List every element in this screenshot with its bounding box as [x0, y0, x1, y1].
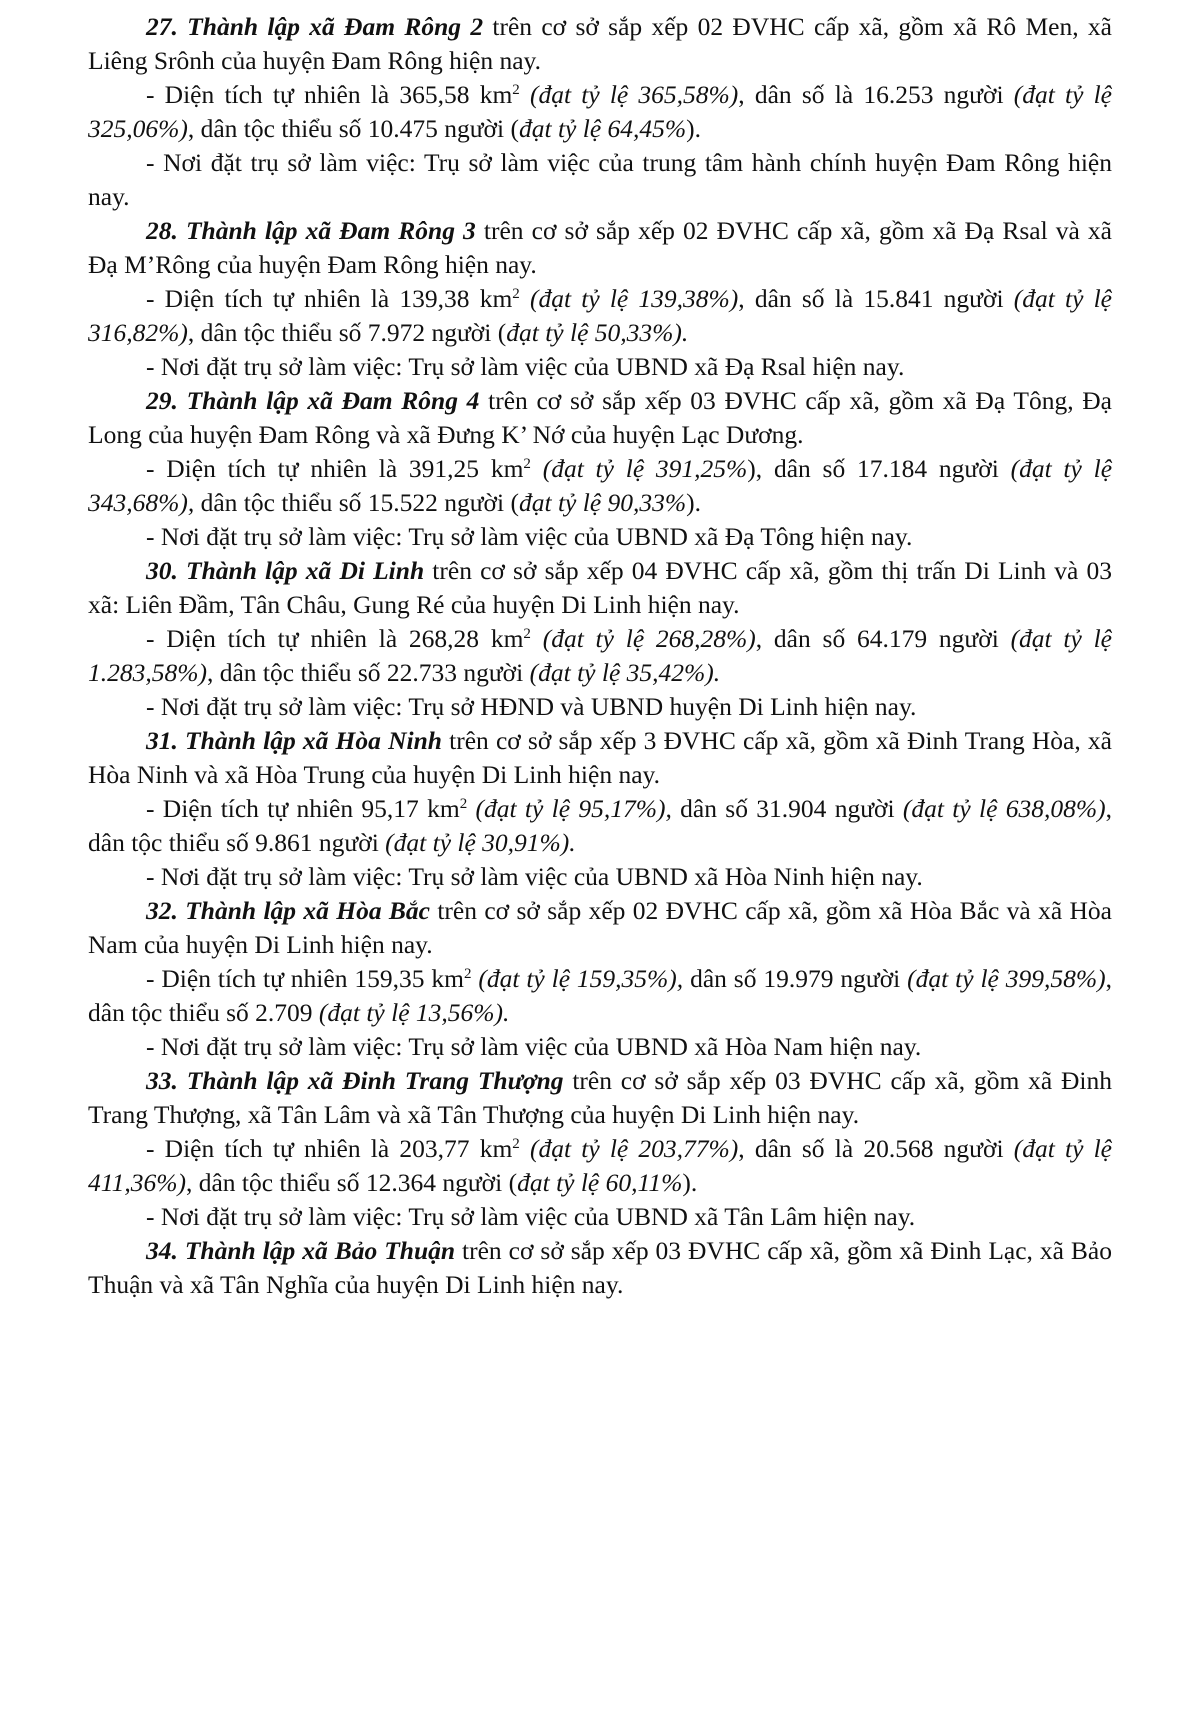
section-title: 28. Thành lập xã Đam Rông 3 [146, 216, 476, 245]
stat-text: ). [682, 1168, 698, 1197]
section-27-stats [88, 78, 1112, 146]
stat-text: - Diện tích tự nhiên là 391,25 km [146, 454, 524, 483]
stat-italic: (đạt tỷ lệ 203,77%) [519, 1134, 739, 1163]
stat-text: , dân số là 20.568 người [738, 1134, 1014, 1163]
stat-italic: (đạt tỷ lệ 13,56%). [318, 998, 510, 1027]
section-title: 33. Thành lập xã Đinh Trang Thượng [146, 1066, 564, 1095]
section-27-office: - Nơi đặt trụ sở làm việc: Trụ sở làm việc của trung tâm hành chính huyện Đam Rông hiện nay. [88, 148, 1112, 211]
section-title: 30. Thành lập xã Di Linh [146, 556, 425, 585]
section-31-heading [88, 724, 1112, 792]
section-intro: trên cơ sở sắp xếp 04 ĐVHC cấp xã, gồm thị trấn Di Linh và 03 xã: Liên Đầm, Tân Châu, Gung Ré của huyện Di Linh hiện nay. [88, 556, 1112, 619]
section-29-office: - Nơi đặt trụ sở làm việc: Trụ sở làm việc của UBND xã Đạ Tông hiện nay. [146, 522, 913, 551]
stat-text: - Diện tích tự nhiên 159,35 km [146, 964, 464, 993]
stat-italic: (đạt tỷ lệ 139,38%) [519, 284, 739, 313]
stat-italic: (đạt tỷ lệ 343,68%), [88, 454, 1113, 517]
section-33-office: - Nơi đặt trụ sở làm việc: Trụ sở làm việc của UBND xã Tân Lâm hiện nay. [146, 1202, 916, 1231]
section-intro: trên cơ sở sắp xếp 02 ĐVHC cấp xã, gồm xã Rô Men, xã Liêng Srônh của huyện Đam Rông hiện nay. [88, 12, 1112, 75]
section-title: 34. Thành lập xã Bảo Thuận [146, 1236, 456, 1265]
stat-italic: (đạt tỷ lệ 411,36%) [88, 1134, 1112, 1197]
section-title: 29. Thành lập xã Đam Rông 4 [146, 386, 480, 415]
stat-text: , dân số là 15.841 người [738, 284, 1014, 313]
stat-italic: (đạt tỷ lệ 159,35%), [471, 964, 684, 993]
stat-text: - Diện tích tự nhiên là 268,28 km [146, 624, 524, 653]
stat-italic: (đạt tỷ lệ 325,06%) [88, 80, 1112, 143]
stat-italic: (đạt tỷ lệ 30,91%). [385, 828, 576, 857]
stat-italic: đạt tỷ lệ 90,33% [519, 488, 687, 517]
stat-text: ), dân số 17.184 người [747, 454, 1011, 483]
stat-text: , dân tộc thiểu số 12.364 người ( [185, 1168, 518, 1197]
section-title: 27. Thành lập xã Đam Rông 2 [146, 12, 484, 41]
stat-italic: (đạt tỷ lệ 399,58%) [907, 964, 1106, 993]
stat-italic: đạt tỷ lệ 50,33%). [506, 318, 689, 347]
stat-italic: đạt tỷ lệ 64,45% [519, 114, 687, 143]
section-30-stats [88, 622, 1112, 690]
superscript: 2 [523, 626, 531, 642]
section-intro: trên cơ sở sắp xếp 03 ĐVHC cấp xã, gồm xã Đinh Lạc, xã Bảo Thuận và xã Tân Nghĩa của huyện Di Linh hiện nay. [88, 1236, 1112, 1299]
stat-text: dân số 19.979 người [683, 964, 908, 993]
stat-text: , dân số là 16.253 người [738, 80, 1014, 109]
section-27-heading [88, 10, 1112, 78]
section-intro: trên cơ sở sắp xếp 03 ĐVHC cấp xã, gồm xã Đạ Tông, Đạ Long của huyện Đam Rông và xã Đưng K’ Nớ của huyện Lạc Dương. [88, 386, 1112, 449]
stat-text: , dân số 64.179 người [755, 624, 1011, 653]
section-30-heading [88, 554, 1112, 622]
section-29-heading [88, 384, 1112, 452]
document-page [88, 10, 1112, 1302]
superscript: 2 [523, 456, 531, 472]
superscript: 2 [512, 82, 520, 98]
section-intro: trên cơ sở sắp xếp 3 ĐVHC cấp xã, gồm xã Đinh Trang Hòa, xã Hòa Ninh và xã Hòa Trung của huyện Di Linh hiện nay. [88, 726, 1113, 789]
stat-text: - Diện tích tự nhiên là 139,38 km [146, 284, 513, 313]
stat-italic: (đạt tỷ lệ 391,25% [530, 454, 748, 483]
stat-italic: (đạt tỷ lệ 35,42%). [529, 658, 721, 687]
stat-text: ). [686, 488, 702, 517]
section-33-heading [88, 1064, 1112, 1132]
section-29-stats [88, 452, 1112, 520]
section-title: 32. Thành lập xã Hòa Bắc [146, 896, 430, 925]
section-intro: trên cơ sở sắp xếp 02 ĐVHC cấp xã, gồm xã Hòa Bắc và xã Hòa Nam của huyện Di Linh hiện nay. [88, 896, 1112, 959]
section-30-office: - Nơi đặt trụ sở làm việc: Trụ sở HĐND và UBND huyện Di Linh hiện nay. [146, 692, 917, 721]
section-28-office: - Nơi đặt trụ sở làm việc: Trụ sở làm việc của UBND xã Đạ Rsal hiện nay. [146, 352, 905, 381]
stat-italic: (đạt tỷ lệ 638,08%) [902, 794, 1106, 823]
stat-text: ). [686, 114, 702, 143]
stat-text: - Diện tích tự nhiên là 365,58 km [146, 80, 513, 109]
stat-italic: (đạt tỷ lệ 1.283,58%) [88, 624, 1113, 687]
stat-italic: (đạt tỷ lệ 268,28%) [530, 624, 756, 653]
stat-text: , dân tộc thiểu số 22.733 người [206, 658, 530, 687]
stat-text: - Diện tích tự nhiên 95,17 km [146, 794, 460, 823]
superscript: 2 [459, 796, 468, 812]
section-32-heading [88, 894, 1112, 962]
stat-italic: (đạt tỷ lệ 95,17%), [467, 794, 672, 823]
stat-text: , dân tộc thiểu số 7.972 người ( [187, 318, 507, 347]
stat-text: , dân tộc thiểu số 2.709 [88, 964, 1112, 1027]
stat-text: , dân tộc thiểu số 10.475 người ( [187, 114, 519, 143]
section-34-heading [88, 1234, 1112, 1302]
section-31-office: - Nơi đặt trụ sở làm việc: Trụ sở làm việc của UBND xã Hòa Ninh hiện nay. [146, 862, 923, 891]
section-intro: trên cơ sở sắp xếp 03 ĐVHC cấp xã, gồm xã Đinh Trang Thượng, xã Tân Lâm và xã Tân Thượng của huyện Di Linh hiện nay. [88, 1066, 1112, 1129]
section-intro: trên cơ sở sắp xếp 02 ĐVHC cấp xã, gồm xã Đạ Rsal và xã Đạ M’Rông của huyện Đam Rông hiện nay. [88, 216, 1112, 279]
superscript: 2 [463, 966, 472, 982]
section-33-stats [88, 1132, 1112, 1200]
section-28-stats [88, 282, 1112, 350]
superscript: 2 [512, 1136, 520, 1152]
section-32-stats [88, 962, 1112, 1030]
stat-italic: (đạt tỷ lệ 316,82%) [88, 284, 1112, 347]
stat-italic: đạt tỷ lệ 60,11% [517, 1168, 683, 1197]
stat-text: - Diện tích tự nhiên là 203,77 km [146, 1134, 513, 1163]
section-31-stats [88, 792, 1112, 860]
stat-text: , dân tộc thiểu số 9.861 người [88, 794, 1112, 857]
section-title: 31. Thành lập xã Hòa Ninh [146, 726, 442, 755]
stat-text: dân số 31.904 người [671, 794, 903, 823]
stat-text: dân tộc thiểu số 15.522 người ( [194, 488, 519, 517]
section-28-heading [88, 214, 1112, 282]
superscript: 2 [512, 286, 520, 302]
section-32-office: - Nơi đặt trụ sở làm việc: Trụ sở làm việc của UBND xã Hòa Nam hiện nay. [146, 1032, 922, 1061]
stat-italic: (đạt tỷ lệ 365,58%) [519, 80, 739, 109]
